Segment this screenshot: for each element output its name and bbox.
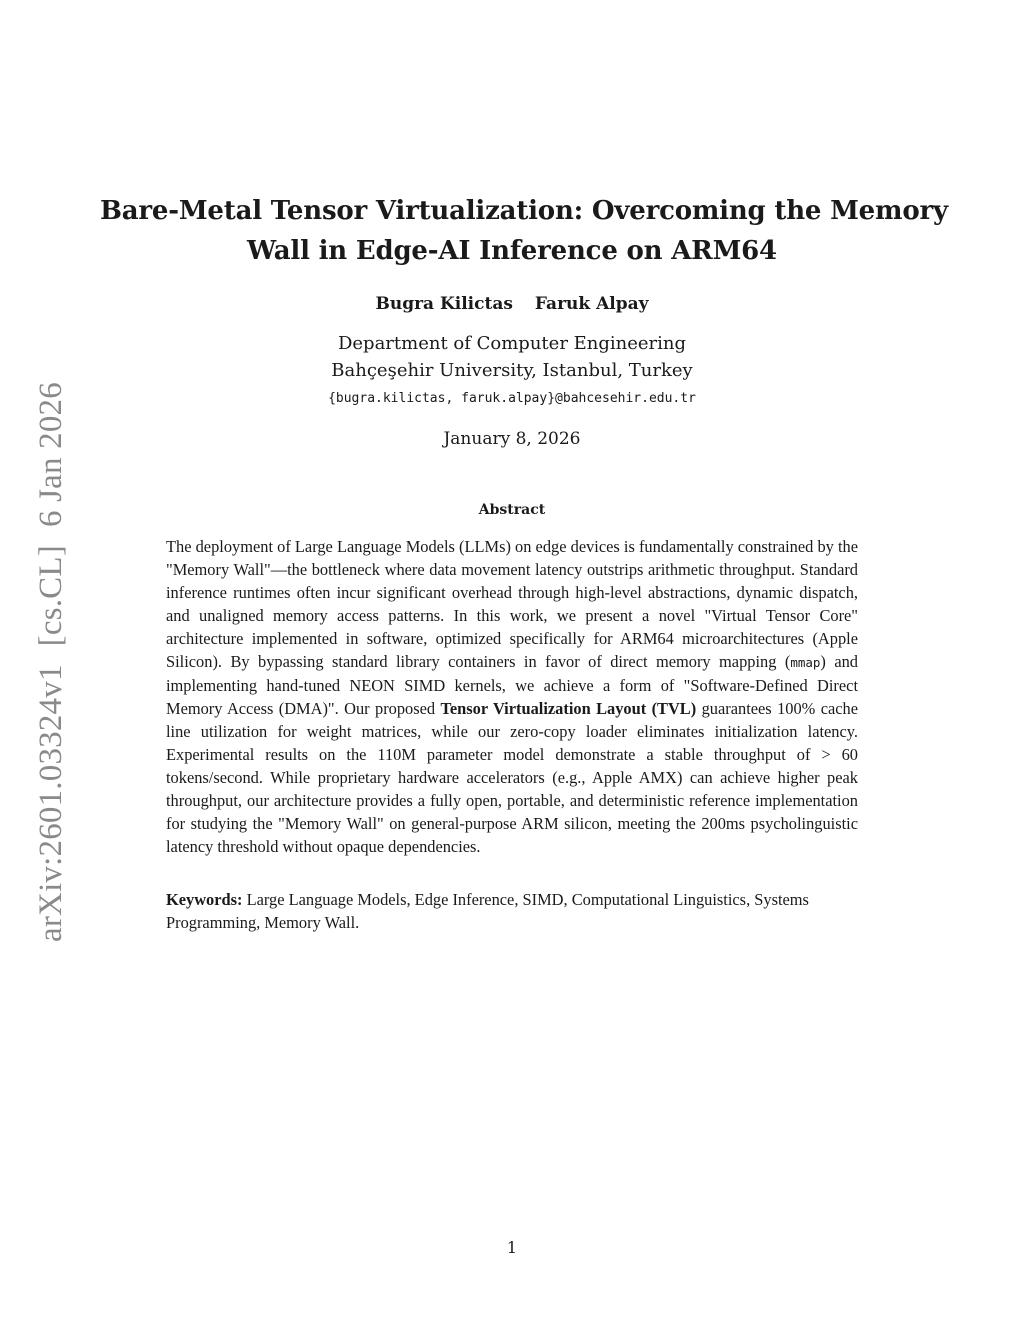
author-emails: {bugra.kilictas, faruk.alpay}@bahcesehir.edu.tr <box>328 391 696 406</box>
paper-title <box>100 191 948 271</box>
author-list <box>0 294 1024 314</box>
keywords <box>166 888 858 934</box>
abstract-heading: Abstract <box>478 502 546 518</box>
title-line-1: Bare-Metal Tensor Virtualization: Overcoming the Memory <box>100 196 948 226</box>
title-line-2: Wall in Edge-AI Inference on ARM64 <box>247 236 777 266</box>
page-number: 1 <box>506 1238 518 1257</box>
author-2: Faruk Alpay <box>534 294 649 314</box>
keywords-text: Large Language Models, Edge Inference, SIMD, Computational Linguistics, Systems Programming, Memory Wall. <box>166 890 809 932</box>
abstract-code-mmap: mmap <box>790 655 821 670</box>
university: Bahçeşehir University, Istanbul, Turkey <box>331 360 693 381</box>
abstract-bold-tvl: Tensor Virtualization Layout (TVL) <box>440 699 697 718</box>
author-1: Bugra Kilictas <box>375 294 513 314</box>
arxiv-category: [cs.CL] <box>33 545 69 647</box>
abstract-text-3: guarantees 100% cache line utilization for weight matrices, while our zero-copy loader eliminates initialization latency. Experimental results on the 110M parameter model demonstrate a stable throughput of > 60 tokens/second. While proprietary hardware accelerators (e.g., Apple AMX) can achieve higher peak throughput, our architecture provides a fully open, portable, and deterministic reference implementation for studying the "Memory Wall" on general-purpose ARM silicon, meeting the 200ms psycholinguistic latency threshold without opaque dependencies. <box>166 699 859 856</box>
abstract-body <box>166 535 858 858</box>
abstract-text-2: ) and implementing hand-tuned NEON SIMD kernels, we achieve a form of "Software-Defined Direct Memory Access (DMA)". Our proposed <box>166 652 858 718</box>
arxiv-id: arXiv:2601.03324v1 <box>33 664 69 942</box>
abstract-text-1: The deployment of Large Language Models (LLMs) on edge devices is fundamentally constrained by the "Memory Wall"—the bottleneck where data movement latency outstrips arithmetic throughput. Standard inference runtimes often incur significant overhead through high-level abstractions, dynamic dispatch, and unaligned memory access patterns. In this work, we present a novel "Virtual Tensor Core" architecture implemented in software, optimized specifically for ARM64 microarchitectures (Apple Silicon). By bypassing standard library containers in favor of direct memory mapping ( <box>166 537 858 671</box>
keywords-label: Keywords: <box>166 890 243 909</box>
arxiv-side-stamp <box>33 382 70 942</box>
paper-date: January 8, 2026 <box>443 429 581 449</box>
arxiv-date: 6 Jan 2026 <box>33 382 69 528</box>
department: Department of Computer Engineering <box>337 333 687 354</box>
